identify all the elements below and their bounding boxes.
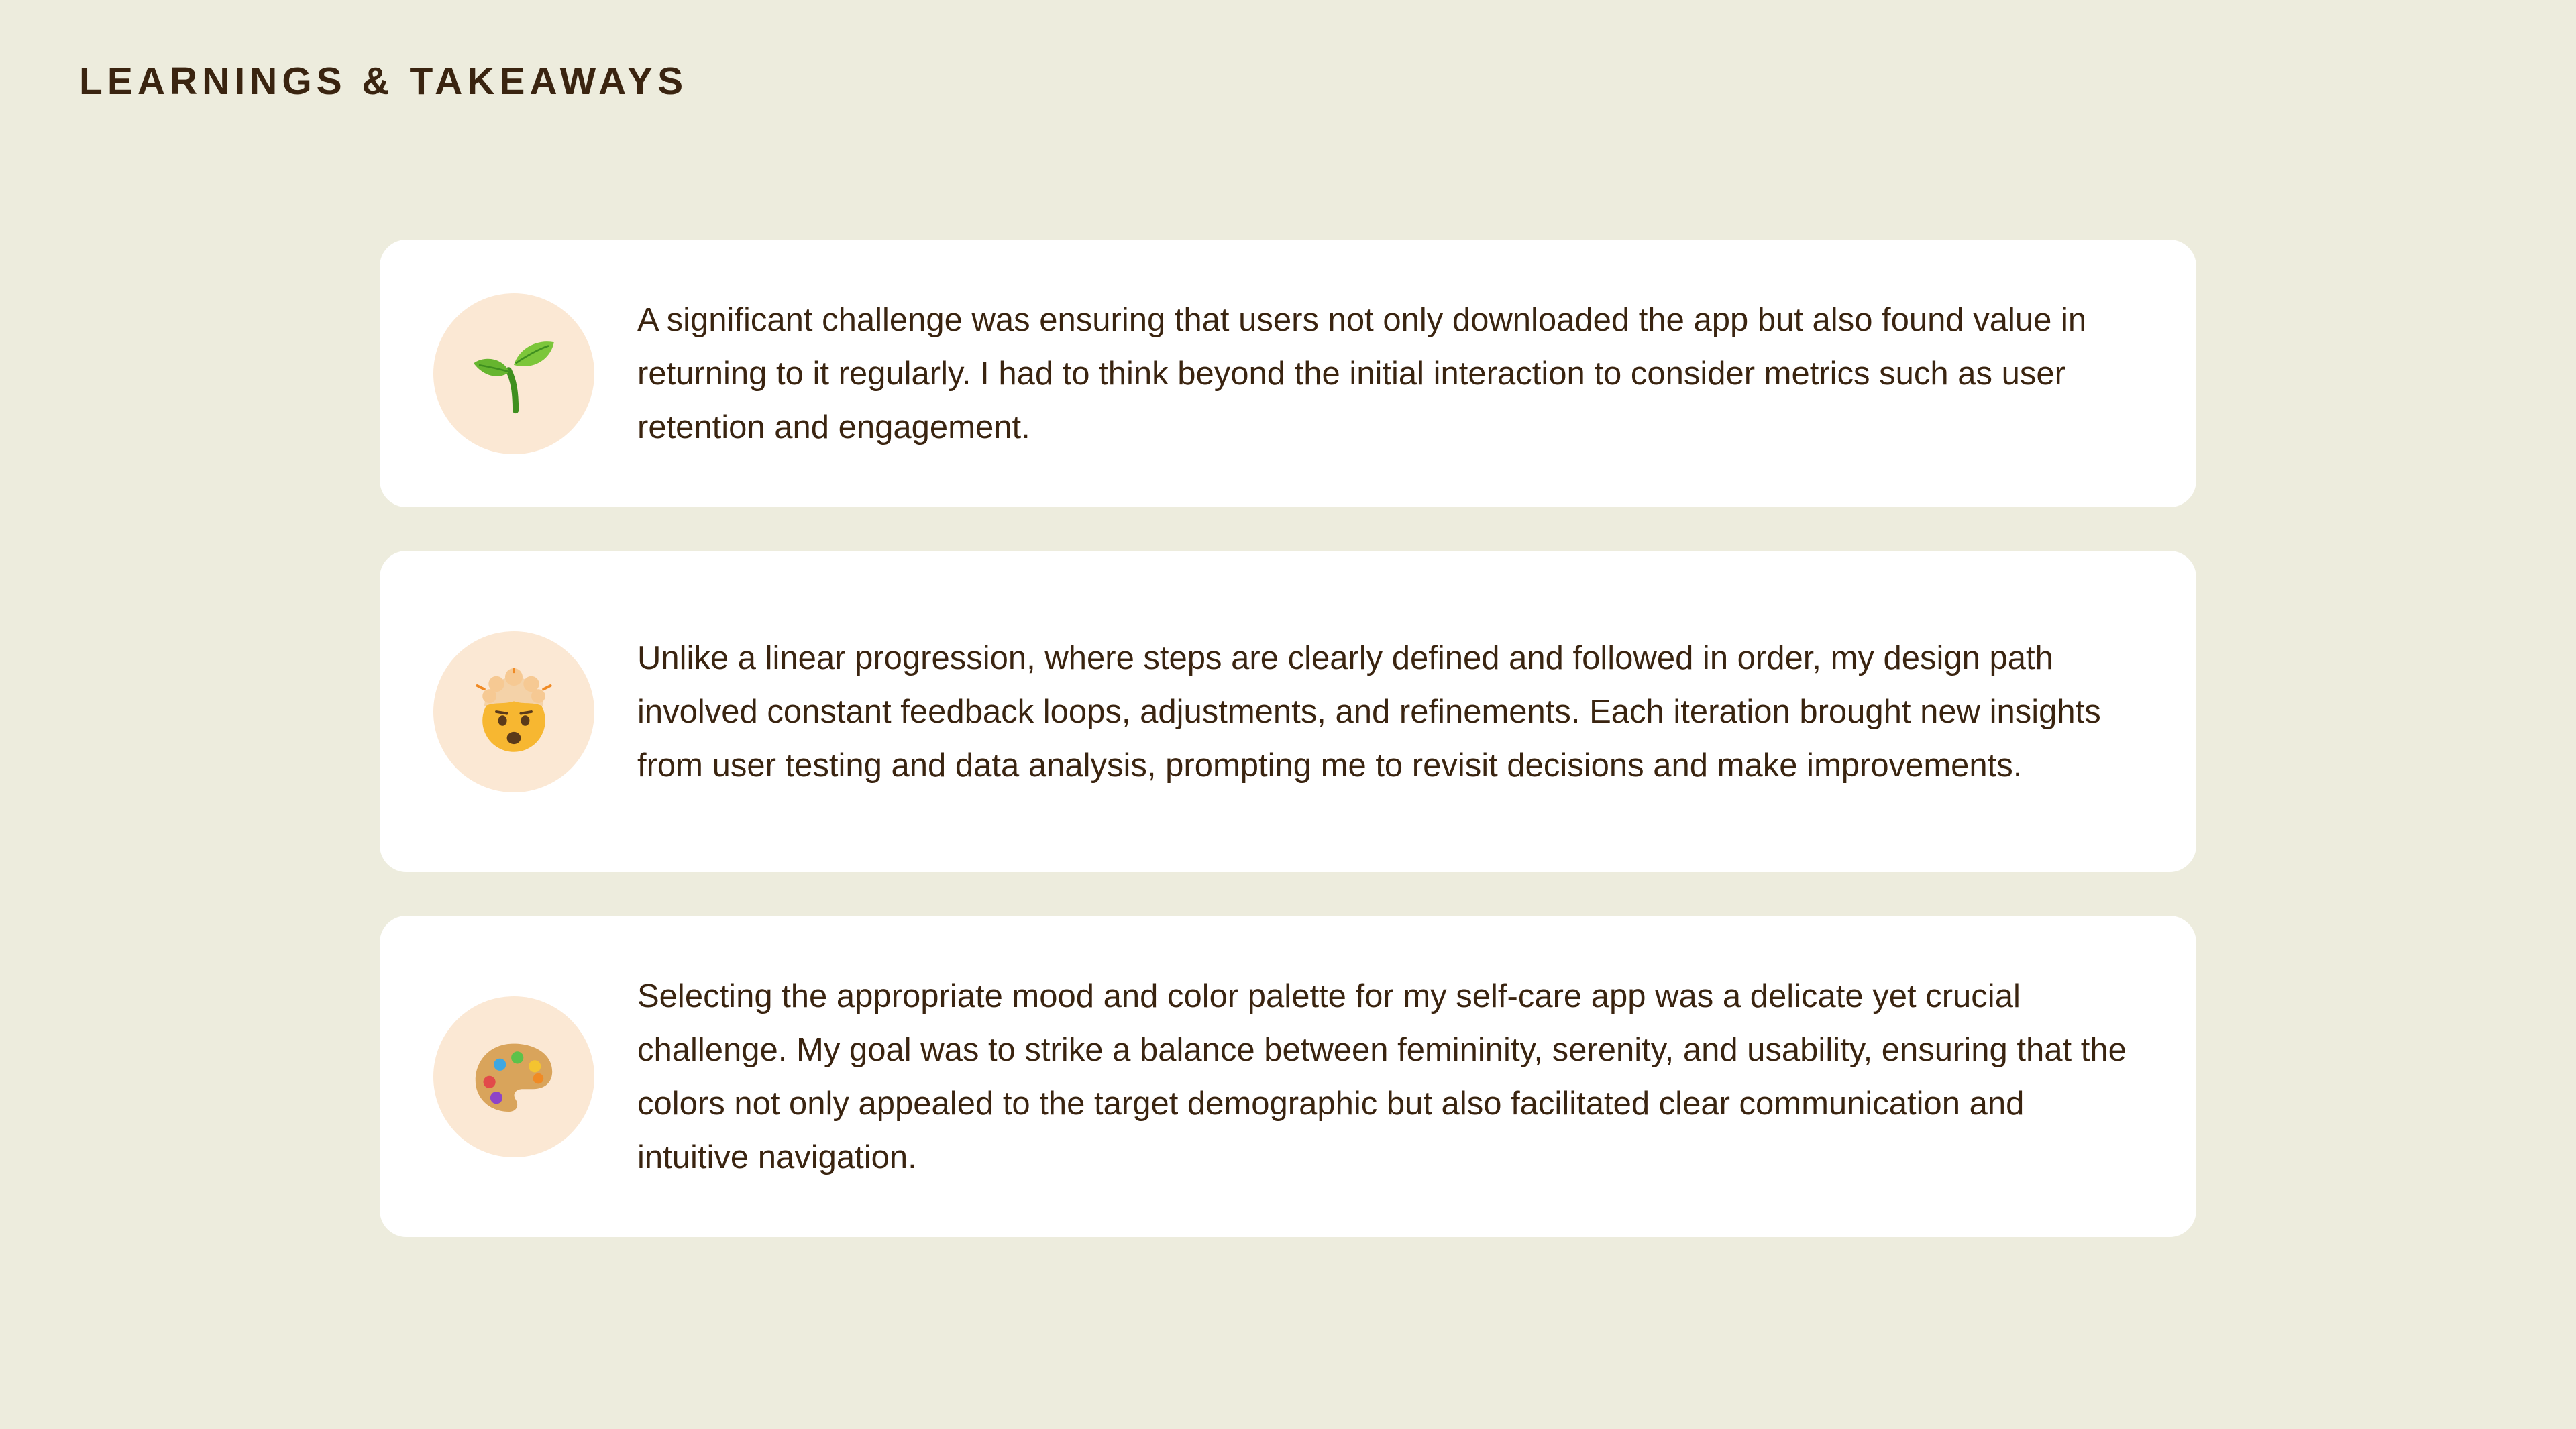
takeaway-text: Unlike a linear progression, where steps are clearly defined and followed in order, my design path involved constant feedback loops, adjustments, and refinements. Each iteration brought new insights from user testing and data analysis, prompting me to revisit decisions and make improvements. [637,639,2101,784]
icon-badge [433,996,594,1157]
takeaway-text: A significant challenge was ensuring that users not only downloaded the app but also found value in returning to it regularly. I had to think beyond the initial interaction to consider metrics such as user retention and engagement. [637,301,2087,445]
page-title: LEARNINGS & TAKEAWAYS [79,60,688,103]
takeaway-card-palette [380,916,2196,1237]
artist-palette-icon [470,1033,557,1120]
takeaway-card-iteration [380,551,2196,872]
icon-badge [433,293,594,454]
icon-badge [433,631,594,792]
takeaways-list [380,240,2196,1281]
exploding-head-icon [470,668,557,755]
takeaway-text: Selecting the appropriate mood and color palette for my self-care app was a delicate yet crucial challenge. My goal was to strike a balance between femininity, serenity, and usability, ensuring that the colors not only appealed to the target demographic but also facilitated clear communication and intuitive navigation. [637,977,2127,1175]
takeaway-card-retention [380,240,2196,507]
seedling-icon [470,330,557,417]
